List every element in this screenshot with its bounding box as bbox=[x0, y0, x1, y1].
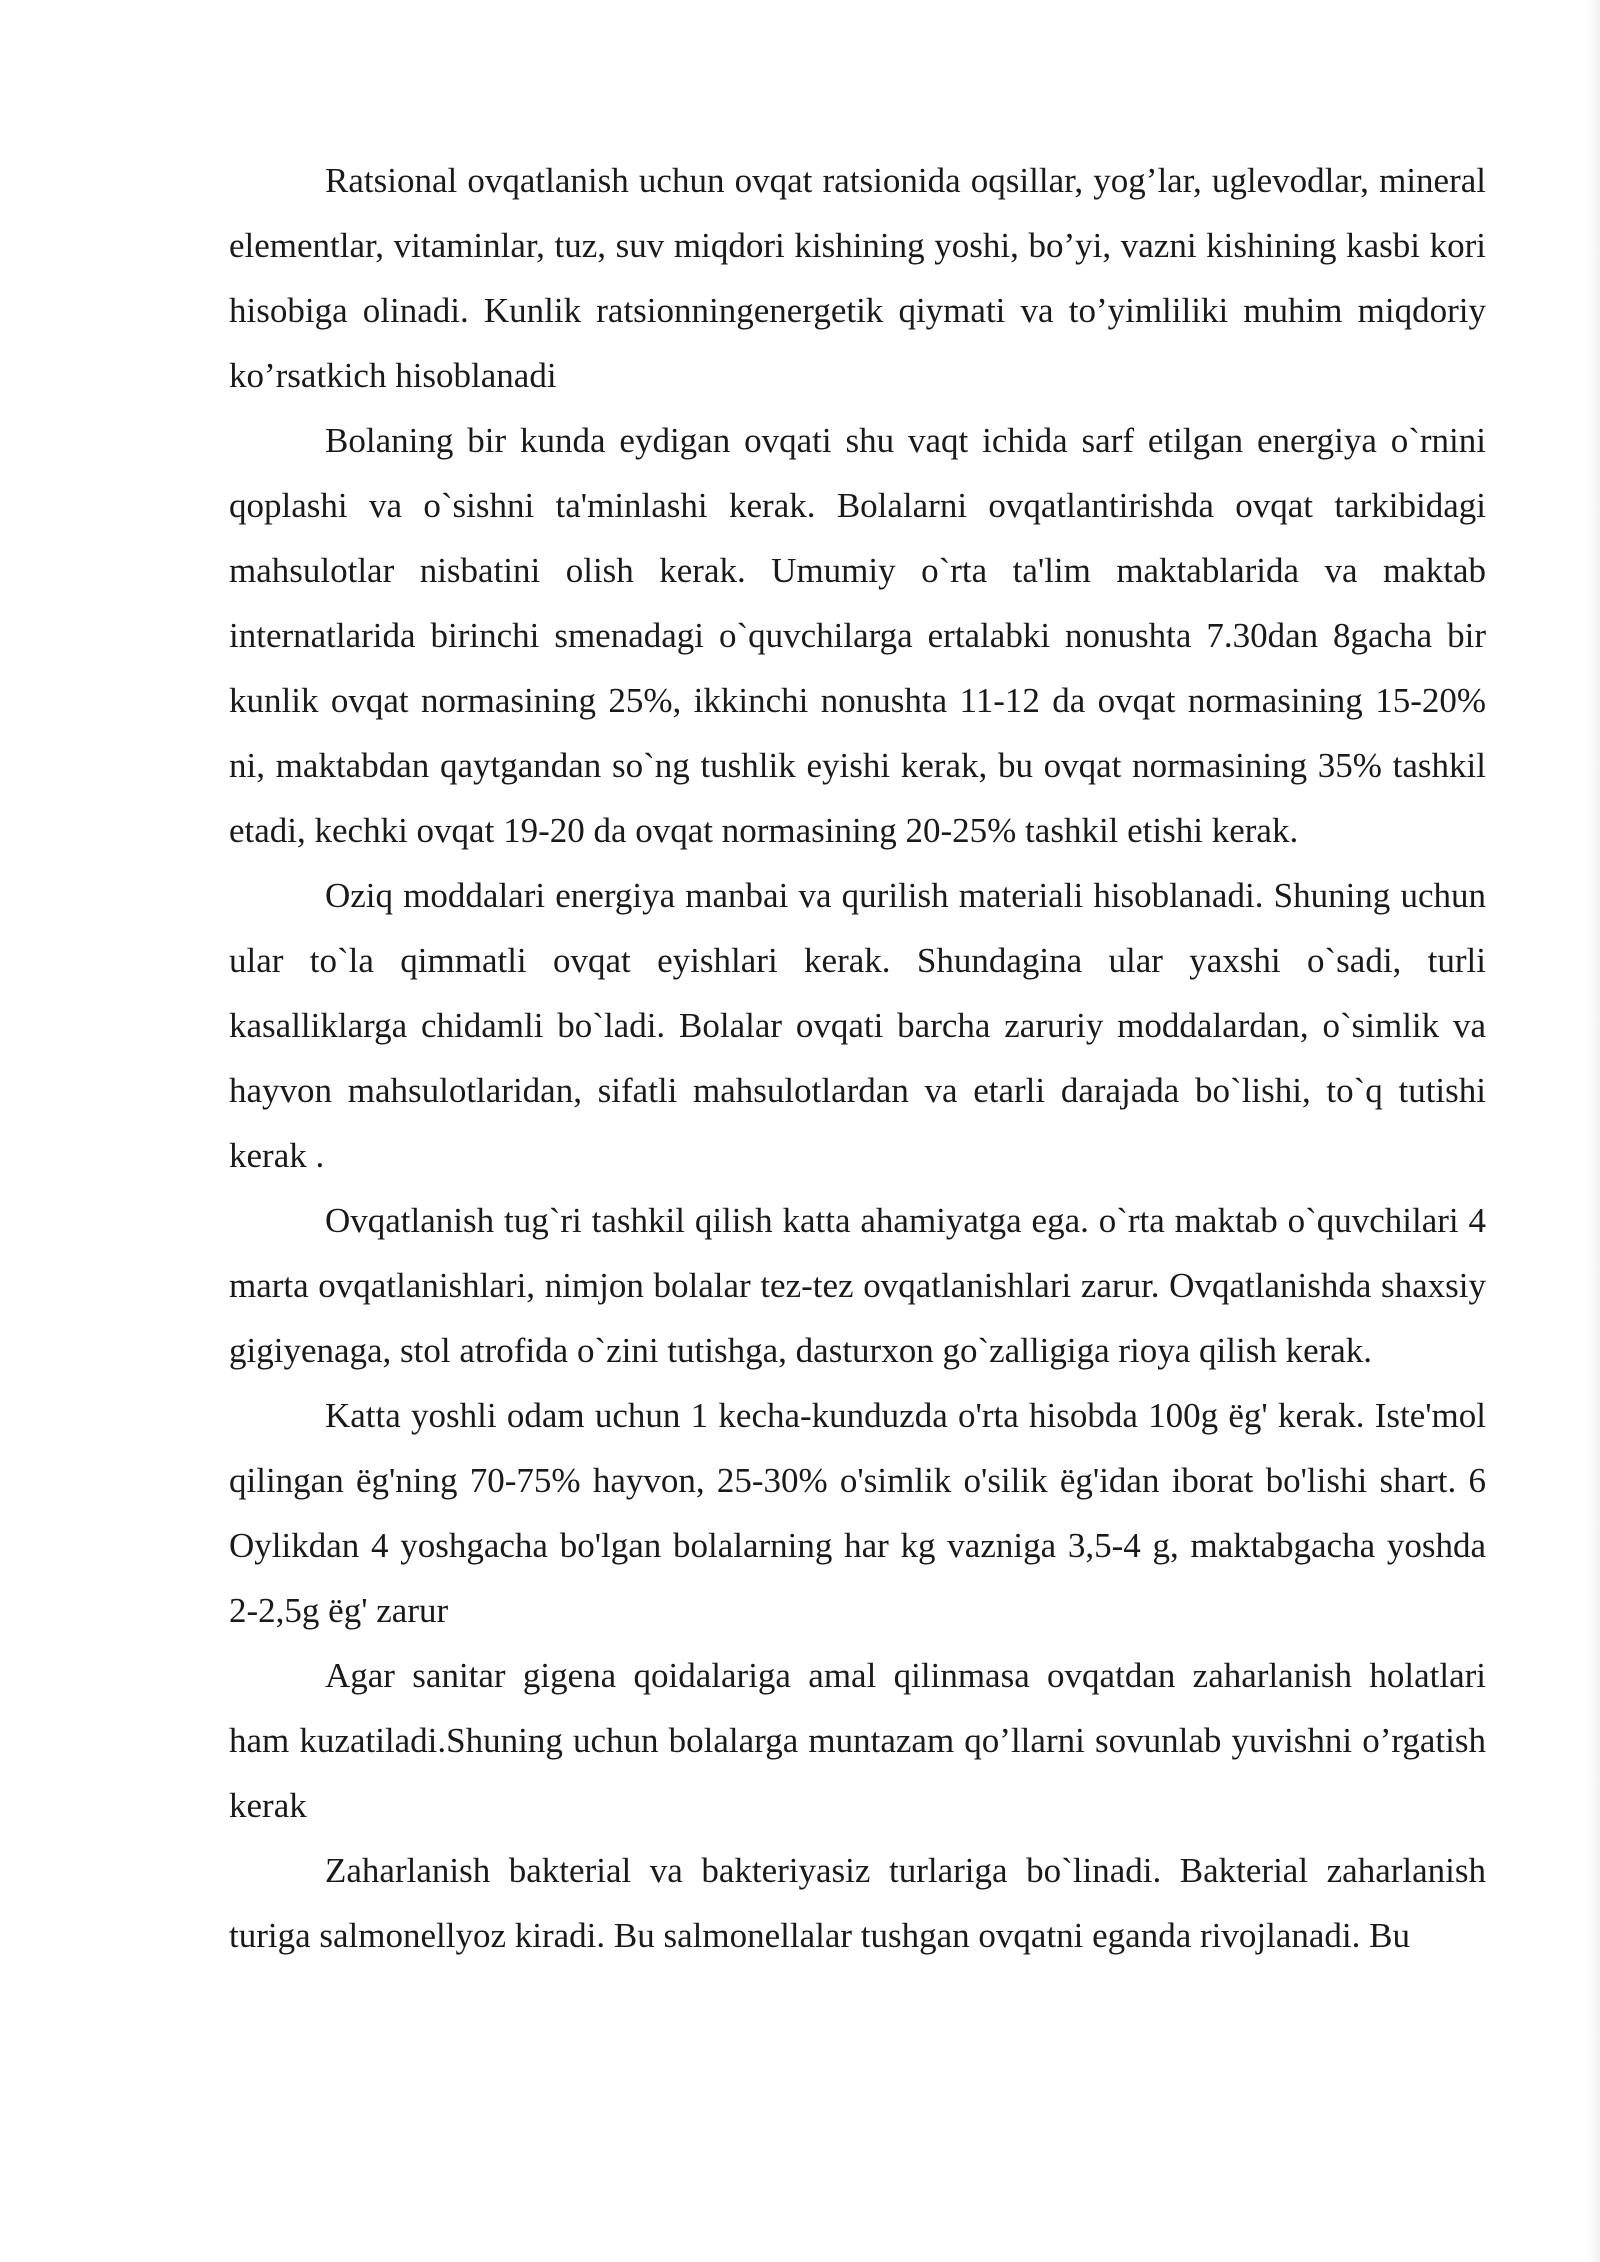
paragraph-fat-requirements: Katta yoshli odam uchun 1 kecha-kunduzda o'rta hisobda 100g ëg' kerak. Iste'mol qilingan ëg'ning 70-75% hayvon, 25-30% o'simlik o'silik ëg'idan iborat bo'lishi shart. 6 Oylikdan 4 yoshgacha bo'lgan bolalarning har kg vazniga 3,5-4 g, maktabgacha yoshda 2-2,5g ëg' zarur bbox=[229, 1396, 1486, 1630]
document-body bbox=[229, 148, 1486, 1968]
paragraph-balanced-diet: Ratsional ovqatlanish uchun ovqat ratsionida oqsillar, yog’lar, uglevodlar, mineral elementlar, vitaminlar, tuz, suv miqdori kishining yoshi, bo’yi, vazni kishining kasbi kori hisobiga olinadi. Kunlik ratsionningenergetik qiymati va to’yimliliki muhim miqdoriy ko’rsatkich hisoblanadi bbox=[229, 161, 1486, 395]
paragraph-food-poisoning: Zaharlanish bakterial va bakteriyasiz turlariga bo`linadi. Bakterial zaharlanish turiga salmonellyoz kiradi. Bu salmonellalar tushgan ovqatni eganda rivojlanadi. Bu bbox=[229, 1851, 1486, 1955]
paragraph-child-meal-schedule: Bolaning bir kunda eydigan ovqati shu vaqt ichida sarf etilgan energiya o`rnini qoplashi va o`sishni ta'minlashi kerak. Bolalarni ovqatlantirishda ovqat tarkibidagi mahsulotlar nisbatini olish kerak. Umumiy o`rta ta'lim maktablarida va maktab internatlarida birinchi smenadagi o`quvchilarga ertalabki nonushta 7.30dan 8gacha bir kunlik ovqat normasining 25%, ikkinchi nonushta 11-12 da ovqat normasining 15-20% ni, maktabdan qaytgandan so`ng tushlik eyishi kerak, bu ovqat normasining 35% tashkil etadi, kechki ovqat 19-20 da ovqat normasining 20-25% tashkil etishi kerak. bbox=[229, 421, 1486, 850]
paragraph-meal-organization: Ovqatlanish tug`ri tashkil qilish katta ahamiyatga ega. o`rta maktab o`quvchilari 4 marta ovqatlanishlari, nimjon bolalar tez-tez ovqatlanishlari zarur. Ovqatlanishda shaxsiy gigiyenaga, stol atrofida o`zini tutishga, dasturxon go`zalligiga rioya qilish kerak. bbox=[229, 1201, 1486, 1370]
page-edge-shadow bbox=[1586, 0, 1600, 2262]
paragraph-nutrients: Oziq moddalari energiya manbai va qurilish materiali hisoblanadi. Shuning uchun ular to`la qimmatli ovqat eyishlari kerak. Shundagina ular yaxshi o`sadi, turli kasalliklarga chidamli bo`ladi. Bolalar ovqati barcha zaruriy moddalardan, o`simlik va hayvon mahsulotlaridan, sifatli mahsulotlardan va etarli darajada bo`lishi, to`q tutishi kerak . bbox=[229, 876, 1486, 1175]
paragraph-sanitary-hygiene: Agar sanitar gigena qoidalariga amal qilinmasa ovqatdan zaharlanish holatlari ham kuzatiladi.Shuning uchun bolalarga muntazam qo’llarni sovunlab yuvishni o’rgatish kerak bbox=[229, 1656, 1486, 1825]
